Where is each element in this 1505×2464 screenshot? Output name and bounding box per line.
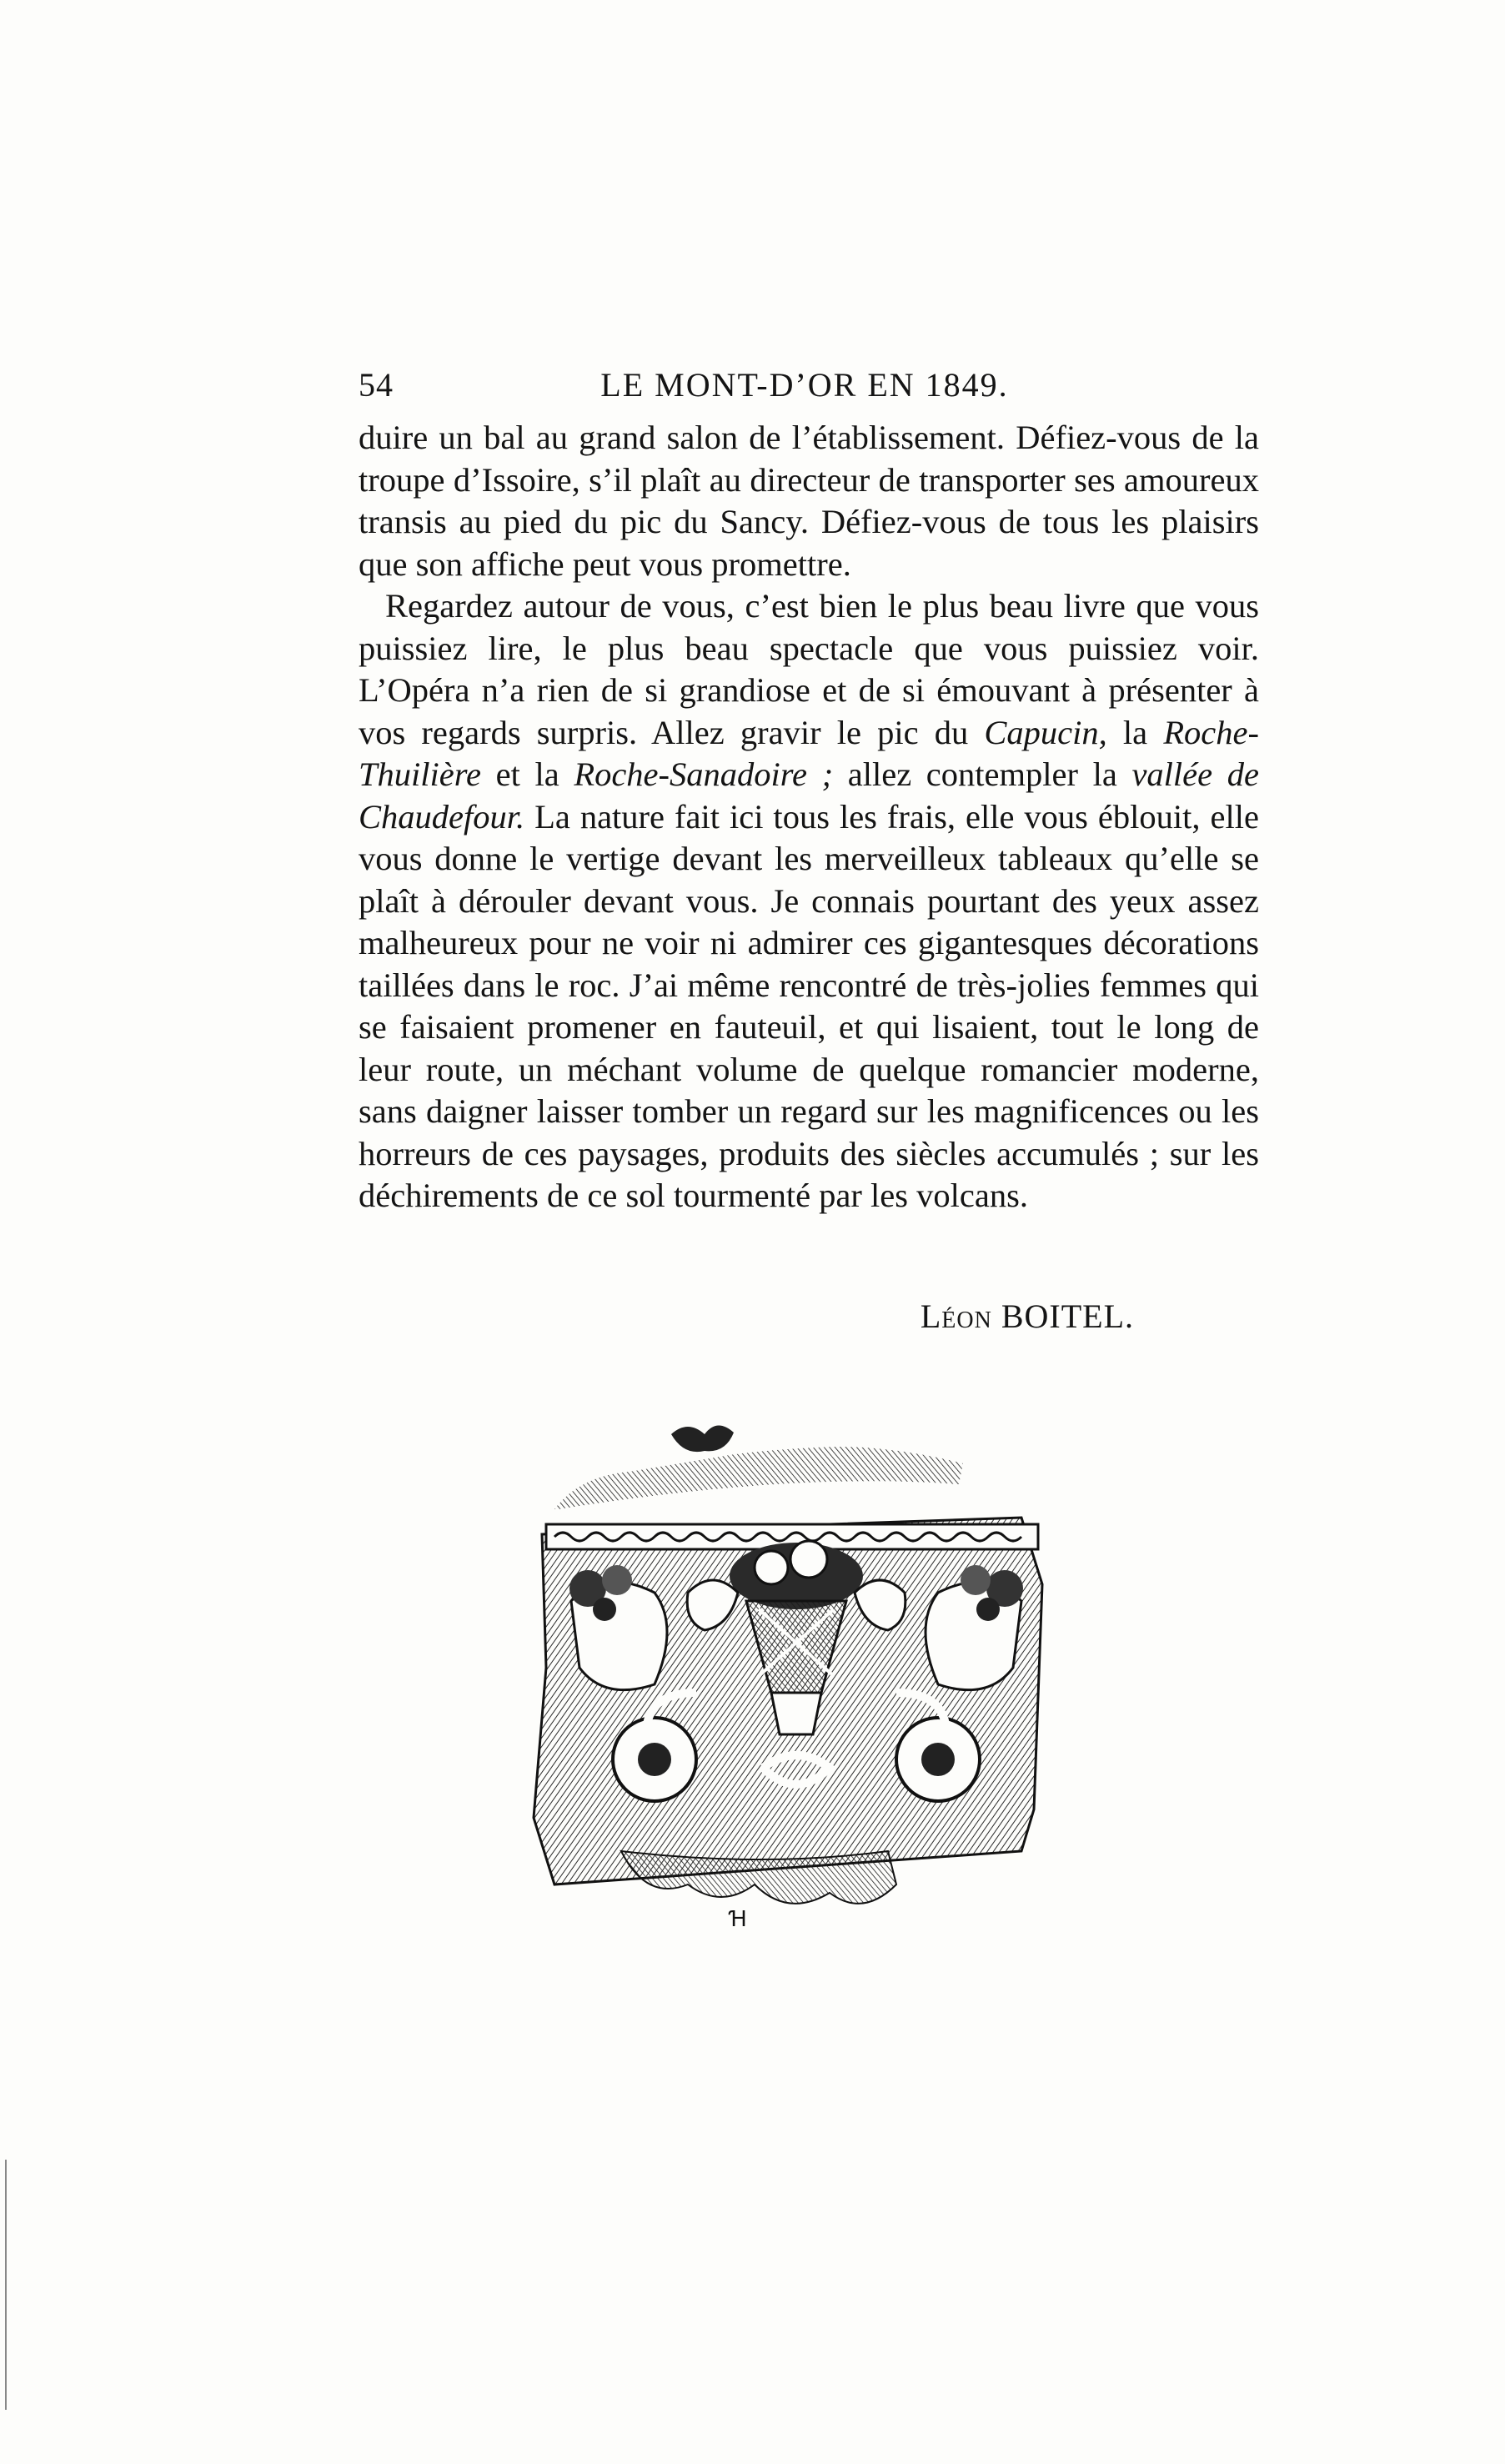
place-name-chaudefour: vallée de Chaudefour. (359, 755, 1259, 836)
paragraph-2-text-3: et la (481, 755, 574, 793)
paragraph-2-text-2: la (1106, 713, 1164, 751)
left-rosette (613, 1718, 696, 1801)
paragraph-1: duire un bal au grand salon de l’établissement. Défiez-vous de la troupe d’Issoire, s’il plaît au directeur de transporter ses amoureux transis au pied du pic du Sancy. Défiez-vous de tous les plaisirs que son affiche peut vous promettre. (359, 419, 1259, 583)
place-name-roche-thuiliere: Roche-Thuilière (359, 713, 1259, 793)
paragraph-2-text-4: allez contempler la (833, 755, 1132, 793)
right-rosette (896, 1718, 980, 1801)
paragraph-2-text-5: La nature fait ici tous les frais, elle vous éblouit, elle vous donne le vertige devant les merveilleux tableaux qu’elle se plaît à dérouler devant vous. Je connais pourtant des yeux assez malheureux pour ne voir ni admirer ces gigantesques décorations taillées dans le roc. J’ai même rencontré de très-jolies femmes qui se faisaient promener en fauteuil, et qui lisaient, tout le long de leur route, un méchant volume de quelque romancier moderne, sans daigner laisser tomber un regard sur les magnificences ou les horreurs de ces paysages, produits des siècles accumulés ; sur les déchirements de ce sol tourmenté par les volcans. (359, 797, 1259, 1214)
author-last-name: BOITEL. (1001, 1297, 1134, 1335)
bottom-vegetation (621, 1851, 896, 1904)
top-foliage (554, 1425, 963, 1509)
engraved-relief-illustration (521, 1418, 1071, 1935)
body-text (359, 417, 1259, 1217)
running-title: LE MONT-D’OR EN 1849. (600, 366, 1009, 404)
scan-edge-mark (5, 2160, 7, 2410)
place-name-roche-sanadoire: Roche-Sanadoire ; (574, 755, 834, 793)
author-signature (359, 1297, 1134, 1336)
engraver-monogram: Ɦ (730, 1907, 747, 1931)
paragraph-2 (359, 585, 1259, 1217)
relief-engraving (521, 1418, 1071, 1935)
author-first-name: Léon (920, 1297, 992, 1335)
running-head (359, 365, 1251, 415)
page-number: 54 (359, 366, 394, 404)
place-name-capucin: Capucin, (984, 713, 1107, 751)
paragraph-2-text-1: Regardez autour de vous, c’est bien le plus beau livre que vous puissiez lire, le plus beau spectacle que vous puissiez voir. L’Opéra n’a rien de si grandiose et de si émouvant à présenter à vos regards surpris. Allez gravir le pic du (359, 587, 1259, 751)
